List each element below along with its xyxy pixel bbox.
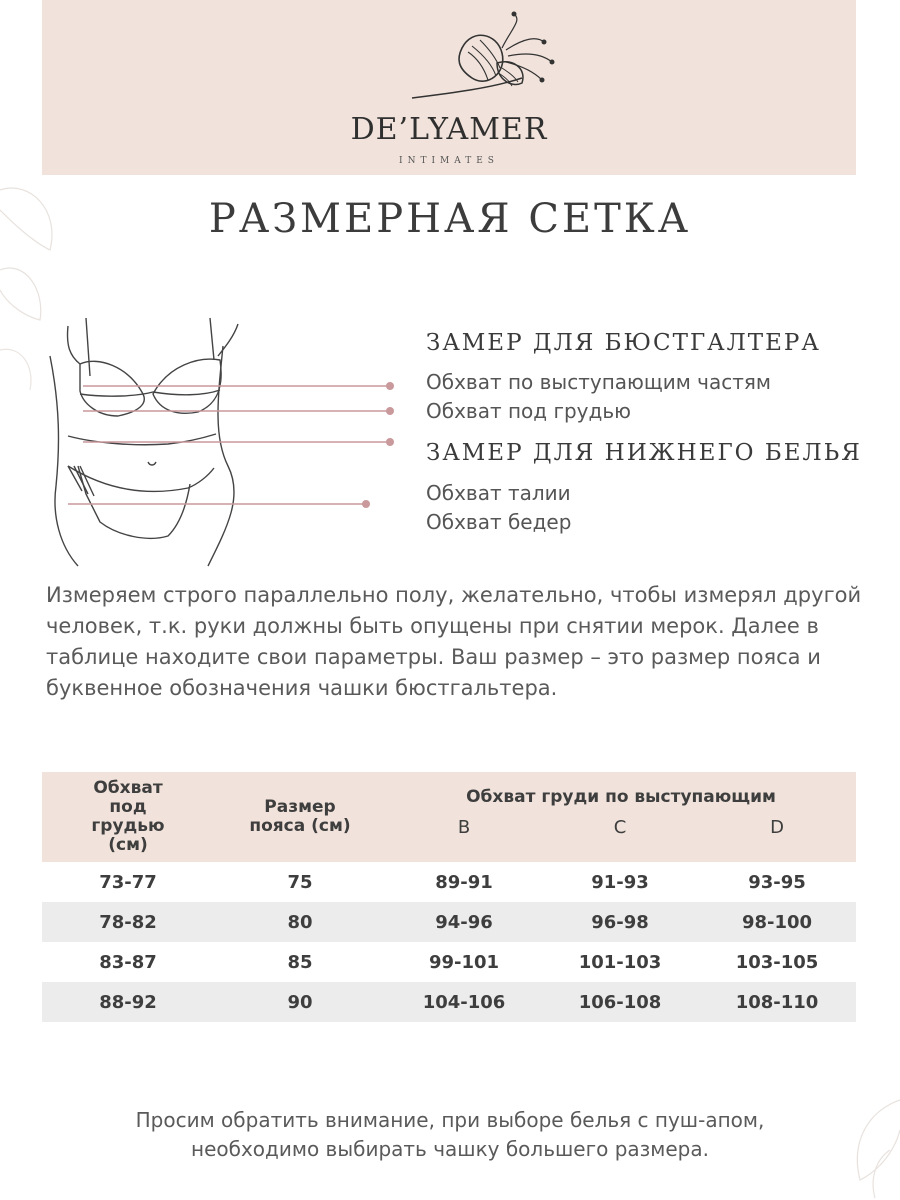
hip-marker-dot [362,500,370,508]
cell-cup-b: 104-106 [386,982,542,1022]
underbust-marker-dot [386,407,394,415]
header-underbust: Обхват под грудью (см) [42,772,214,862]
hips-label: Обхват бедер [426,510,572,534]
note-line-2: необходимо выбирать чашку большего размера. [191,1137,709,1161]
cell-cup-c: 91-93 [591,871,649,893]
cell-cup-b: 94-96 [386,902,542,942]
size-table [42,772,856,1022]
cell-cup-c: 106-108 [542,982,698,1022]
flower-logo-icon [402,8,582,108]
table-row [42,942,856,982]
cell-underbust: 78-82 [42,902,214,942]
body-measurement-figure [38,316,398,576]
waist-label: Обхват талии [426,481,571,505]
cell-band: 75 [287,871,313,893]
cell-cup-b: 89-91 [435,871,493,893]
bust-label: Обхват по выступающим частям [426,370,771,394]
brand-subtitle: INTIMATES [399,156,499,166]
cell-band: 90 [214,982,386,1022]
underbust-label: Обхват под грудью [426,399,631,423]
cell-cup-d: 108-110 [698,982,856,1022]
instructions-text: Измеряем строго параллельно полу, желательно, чтобы измерял другой человек, т.к. руки должны быть опущены при снятии мерок. Далее в таблице находите свои параметры. Ваш размер – это размер пояса и буквенное обозначения чашки бюстгальтера. [46,583,862,700]
note-line-1: Просим обратить внимание, при выборе белья с пуш-апом, [135,1108,765,1132]
header-band-size: Размер пояса (см) [214,772,386,862]
panties-measure-heading: ЗАМЕР ДЛЯ НИЖНЕГО БЕЛЬЯ [426,440,862,466]
waist-marker-dot [386,438,394,446]
header-band [42,0,856,175]
cell-cup-d: 98-100 [698,902,856,942]
cell-underbust: 83-87 [99,951,157,973]
cell-band: 80 [214,902,386,942]
table-row [42,982,856,1022]
page-title: РАЗМЕРНАЯ СЕТКА [208,196,692,242]
cell-underbust: 73-77 [99,871,157,893]
brand-name: DE’LYAMER [350,112,548,147]
table-row [42,902,856,942]
header-cup-b: B [386,814,542,862]
pushup-note [0,1106,900,1164]
bust-marker-dot [386,382,394,390]
header-cup-d: D [698,814,856,862]
cell-cup-c: 101-103 [578,951,662,973]
cell-cup-d: 103-105 [735,951,819,973]
cell-cup-c: 96-98 [542,902,698,942]
bra-measure-heading: ЗАМЕР ДЛЯ БЮСТГАЛТЕРА [426,330,821,356]
header-cup-c: C [542,814,698,862]
cell-cup-d: 93-95 [748,871,806,893]
table-row [42,862,856,902]
cell-underbust: 88-92 [42,982,214,1022]
header-bust: Обхват груди по выступающим [386,772,856,814]
cell-cup-b: 99-101 [428,951,500,973]
cell-band: 85 [287,951,313,973]
